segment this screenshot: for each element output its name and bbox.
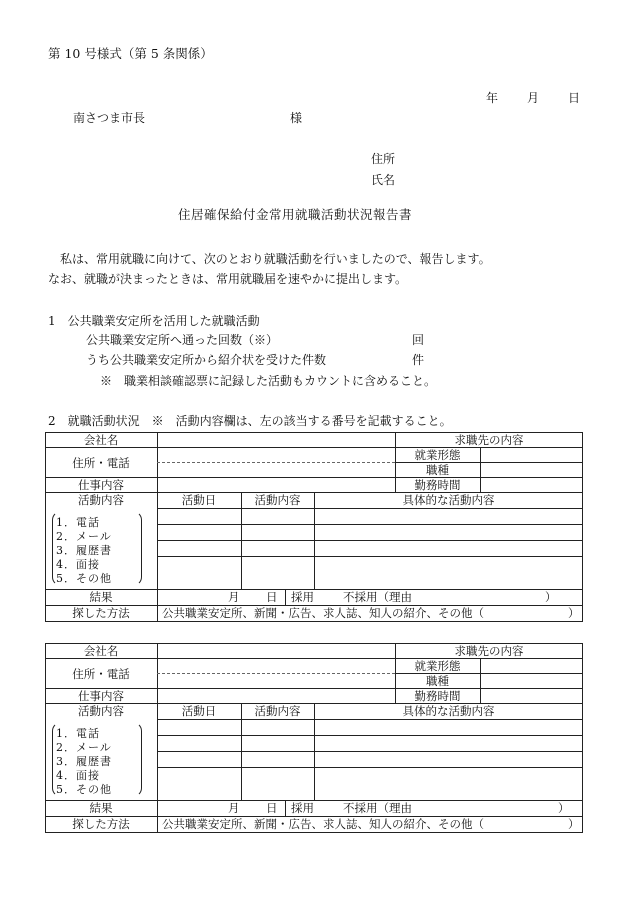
result-label: 結果 bbox=[89, 801, 113, 815]
result-label: 結果 bbox=[89, 590, 113, 604]
option-phone: 1．電話 bbox=[56, 727, 100, 740]
specific-activity-label: 具体的な活動内容 bbox=[402, 704, 495, 718]
result-close-paren: ） bbox=[545, 590, 557, 604]
document-title: 住居確保給付金常用就職活動状況報告書 bbox=[178, 207, 413, 222]
method-label: 探した方法 bbox=[72, 606, 130, 620]
company-label: 会社名 bbox=[83, 433, 119, 447]
form-number: 第 10 号様式（第 5 条関係） bbox=[48, 46, 213, 61]
company-field[interactable] bbox=[157, 644, 395, 658]
job-content-label: 求職先の内容 bbox=[454, 644, 524, 658]
result-hired: 採用 bbox=[291, 801, 314, 815]
section2-heading: 2 就職活動状況 ※ 活動内容欄は、左の該当する番号を記載すること。 bbox=[48, 414, 452, 428]
company-field[interactable] bbox=[157, 433, 395, 447]
work-content-label: 仕事内容 bbox=[78, 478, 124, 492]
job-content-label: 求職先の内容 bbox=[454, 433, 524, 447]
result-month: 月 bbox=[228, 801, 240, 815]
option-interview: 4．面接 bbox=[56, 558, 100, 571]
address-phone-label: 住所・電話 bbox=[72, 456, 130, 470]
name-label: 氏名 bbox=[371, 173, 396, 187]
option-resume: 3．履歴書 bbox=[56, 544, 112, 557]
visits-label: 公共職業安定所へ通った回数（※） bbox=[86, 333, 279, 347]
activity-label: 活動内容 bbox=[78, 493, 124, 507]
work-hours-label: 勤務時間 bbox=[414, 689, 461, 703]
date-day: 日 bbox=[568, 91, 581, 105]
date-month: 月 bbox=[527, 91, 540, 105]
honorific: 様 bbox=[290, 111, 303, 125]
activity-content-label: 活動内容 bbox=[254, 493, 301, 507]
option-email: 2．メール bbox=[56, 741, 112, 754]
activity-date-label: 活動日 bbox=[181, 704, 217, 718]
work-content-label: 仕事内容 bbox=[78, 689, 124, 703]
specific-activity-label: 具体的な活動内容 bbox=[402, 493, 495, 507]
result-month: 月 bbox=[228, 590, 240, 604]
option-resume: 3．履歴書 bbox=[56, 755, 112, 768]
address-label: 住所 bbox=[371, 152, 396, 166]
method-label: 探した方法 bbox=[72, 817, 130, 831]
method-text: 公共職業安定所、新聞・広告、求人誌、知人の紹介、その他（ bbox=[162, 606, 484, 620]
result-day: 日 bbox=[266, 801, 278, 815]
work-hours-label: 勤務時間 bbox=[414, 478, 461, 492]
job-type-label: 職種 bbox=[426, 674, 449, 688]
option-other: 5．その他 bbox=[56, 783, 112, 796]
activity-date-label: 活動日 bbox=[181, 493, 217, 507]
result-not-hired: 不採用（理由 bbox=[343, 590, 412, 604]
activity-label: 活動内容 bbox=[78, 704, 124, 718]
company-label: 会社名 bbox=[83, 644, 119, 658]
option-phone: 1．電話 bbox=[56, 516, 100, 529]
referrals-label: うち公共職業安定所から紹介状を受けた件数 bbox=[86, 353, 327, 367]
result-close-paren: ） bbox=[558, 801, 570, 815]
intro-line-2: なお、就職が決まったときは、常用就職届を速やかに提出します。 bbox=[48, 272, 408, 286]
option-interview: 4．面接 bbox=[56, 769, 100, 782]
address-phone-label: 住所・電話 bbox=[72, 667, 130, 681]
recipient: 南さつま市長 bbox=[73, 111, 146, 125]
visits-unit: 回 bbox=[412, 333, 425, 347]
method-close: ） bbox=[568, 817, 580, 831]
date-year: 年 bbox=[486, 91, 499, 105]
intro-line-1: 私は、常用就職に向けて、次のとおり就職活動を行いましたので、報告します。 bbox=[60, 252, 491, 266]
job-type-label: 職種 bbox=[426, 463, 449, 477]
option-other: 5．その他 bbox=[56, 572, 112, 585]
employment-type-label: 就業形態 bbox=[414, 448, 461, 462]
result-not-hired: 不採用（理由 bbox=[343, 801, 412, 815]
section1-note: ※ 職業相談確認票に記録した活動もカウントに含めること。 bbox=[100, 374, 437, 388]
referrals-unit: 件 bbox=[412, 353, 425, 367]
method-close: ） bbox=[568, 606, 580, 620]
option-email: 2．メール bbox=[56, 530, 112, 543]
employment-type-label: 就業形態 bbox=[414, 659, 461, 673]
method-text: 公共職業安定所、新聞・広告、求人誌、知人の紹介、その他（ bbox=[162, 817, 484, 831]
result-hired: 採用 bbox=[291, 590, 314, 604]
section1-heading: 1 公共職業安定所を活用した就職活動 bbox=[48, 314, 260, 328]
result-day: 日 bbox=[266, 590, 278, 604]
activity-content-label: 活動内容 bbox=[254, 704, 301, 718]
